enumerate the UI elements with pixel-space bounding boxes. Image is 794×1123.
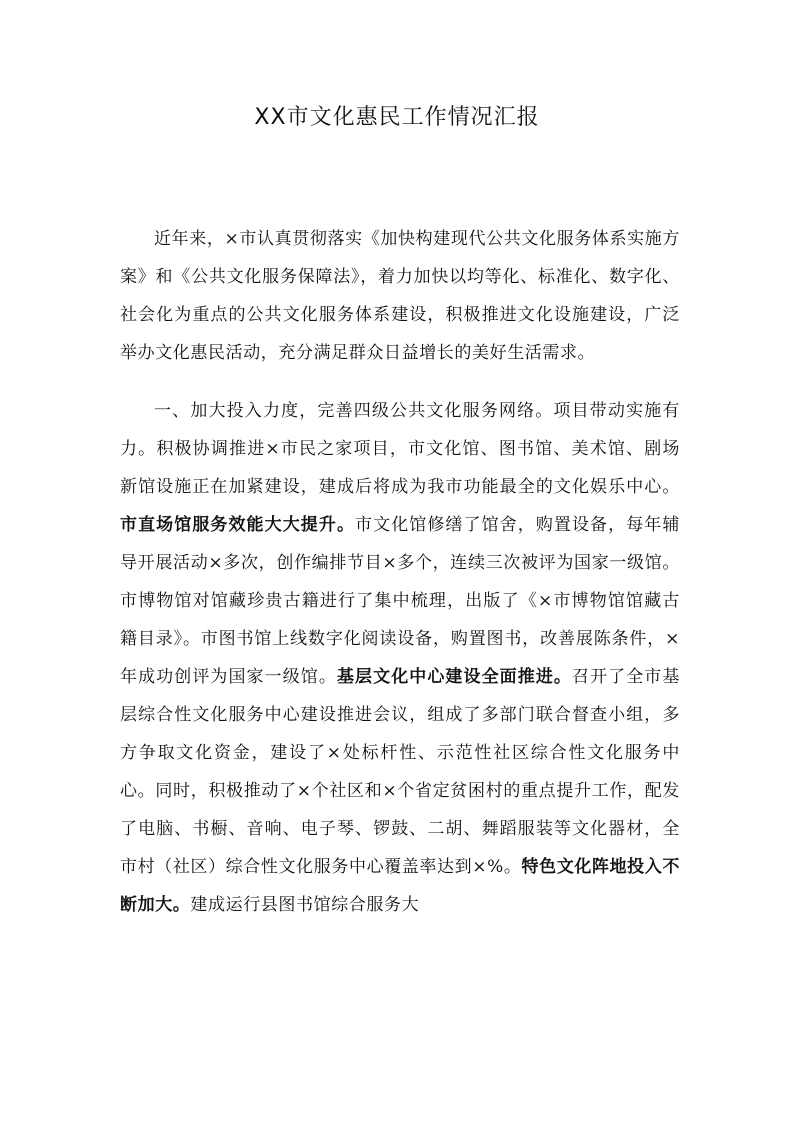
- bold-heading-text: 基层文化中心建设全面推进。: [336, 667, 572, 687]
- paragraph-text: 召开了全市基层综合性文化服务中心建设推进会议，组成了多部门联合督查小组，多方争取文化资金，建设了×处标杆性、示范性社区综合性文化服务中心。同时，积极推动了×个社区和×个省定贫困村的重点提升工作，配发了电脑、书橱、音响、电子琴、锣鼓、二胡、舞蹈服装等文化器材，全市村（社区）综合性文化服务中心覆盖率达到×%。: [120, 667, 680, 877]
- paragraph-text: 市文化馆修缮了馆舍，购置设备，每年辅导开展活动×多次，创作编排节目×多个，连续三次被评为国家一级馆。市博物馆对馆藏珍贵古籍进行了集中梳理，出版了《×市博物馆馆藏古籍目录》。市图书馆上线数字化阅读设备，购置图书，改善展陈条件，×年成功创评为国家一级馆。: [120, 515, 680, 687]
- bold-heading-text: 市直场馆服务效能大大提升。: [120, 515, 356, 535]
- document-title: XX市文化惠民工作情况汇报: [254, 105, 540, 130]
- paragraph-text: 一、加大投入力度，完善四级公共文化服务网络。项目带动实施有力。积极协调推进×市民之家项目，市文化馆、图书馆、美术馆、剧场新馆设施正在加紧建设，建成后将成为我市功能最全的文化娱乐中心。: [120, 401, 680, 497]
- paragraph-intro: [120, 220, 680, 372]
- document-body: [120, 220, 680, 924]
- paragraph-section-one: [120, 392, 680, 924]
- bold-heading-text: 特色文化阵地投入不断加大。: [120, 857, 680, 915]
- paragraph-text: 建成运行县图书馆综合服务大: [190, 895, 420, 915]
- paragraph-text: 近年来，×市认真贯彻落实《加快构建现代公共文化服务体系实施方案》和《公共文化服务保障法》，着力加快以均等化、标准化、数字化、社会化为重点的公共文化服务体系建设，积极推进文化设施建设，广泛举办文化惠民活动，充分满足群众日益增长的美好生活需求。: [120, 229, 680, 363]
